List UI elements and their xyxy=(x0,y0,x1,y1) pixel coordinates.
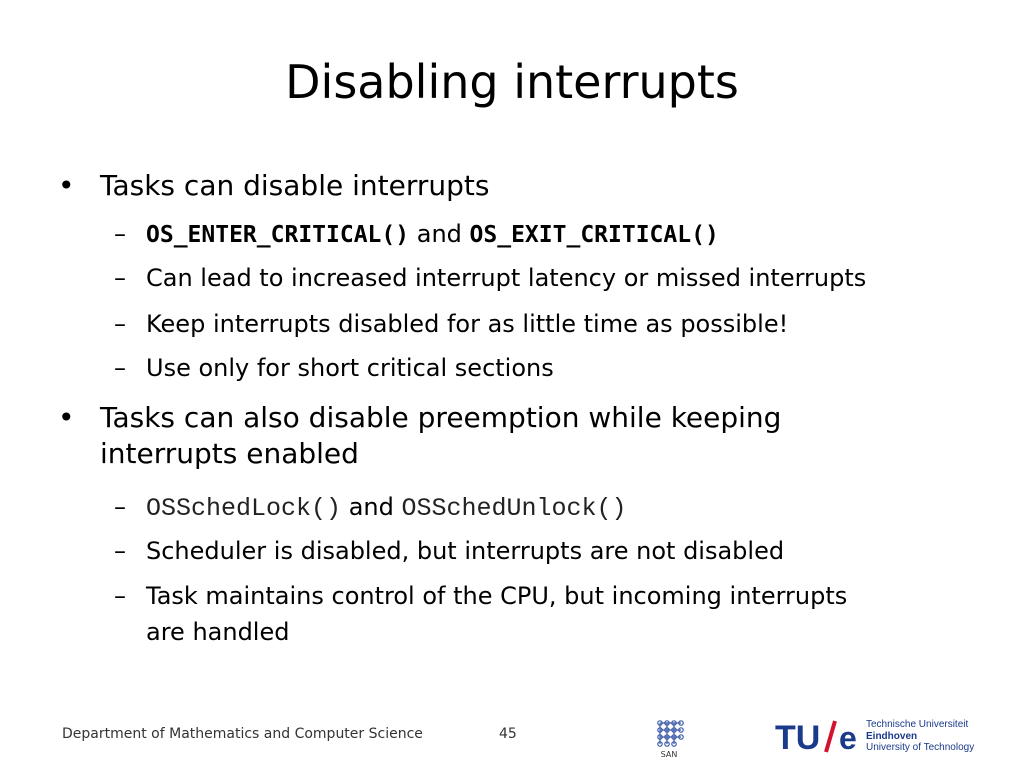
sub-bullet-text: Scheduler is disabled, but interrupts are not disabled xyxy=(146,537,785,565)
bullet-glyph: • xyxy=(58,169,75,202)
san-logo-text: SAN xyxy=(660,750,678,759)
bullet-text: Tasks can disable interrupts xyxy=(100,169,490,202)
dash-glyph: – xyxy=(114,537,126,565)
sub-bullet-item xyxy=(114,350,986,386)
code-text: OSSchedUnlock() xyxy=(401,494,627,523)
page-number: 45 xyxy=(499,726,517,742)
tue-line: University of Technology xyxy=(866,742,975,753)
tue-line: Eindhoven xyxy=(866,730,918,742)
footer-department: Department of Mathematics and Computer Science xyxy=(62,726,423,742)
svg-text:TU: TU xyxy=(775,719,821,754)
dash-glyph: – xyxy=(114,310,126,338)
bullet-glyph: • xyxy=(58,401,75,434)
bullet-item xyxy=(58,400,980,472)
dash-glyph: – xyxy=(114,220,126,248)
sub-bullet-item xyxy=(114,578,986,650)
sub-bullet-item xyxy=(114,489,986,527)
bullet-text-line: Tasks can also disable preemption while keeping xyxy=(100,401,782,434)
sub-bullet-item xyxy=(114,216,986,253)
sub-bullet-text-line: Task maintains control of the CPU, but incoming interrupts xyxy=(146,582,848,610)
sub-bullet-item xyxy=(114,260,986,296)
code-text: OS_ENTER_CRITICAL() xyxy=(146,222,410,248)
dash-glyph: – xyxy=(114,354,126,382)
slide-title: Disabling interrupts xyxy=(285,55,739,109)
sub-bullet-text: Can lead to increased interrupt latency or missed interrupts xyxy=(146,264,867,292)
sub-bullet-text: Use only for short critical sections xyxy=(146,354,554,382)
svg-text:e: e xyxy=(839,720,857,754)
dash-glyph: – xyxy=(114,264,126,292)
tue-logo-icon xyxy=(775,718,867,754)
connector-text: and xyxy=(348,493,394,521)
sub-bullet-text-line: are handled xyxy=(146,618,290,646)
bullet-item xyxy=(58,168,980,204)
bullet-text-line: interrupts enabled xyxy=(100,437,359,470)
code-text: OS_EXIT_CRITICAL() xyxy=(469,222,719,248)
sub-bullet-item xyxy=(114,306,986,342)
dash-glyph: – xyxy=(114,582,126,610)
san-logo-icon xyxy=(652,717,686,759)
tue-wordmark xyxy=(866,719,974,754)
dash-glyph: – xyxy=(114,493,126,521)
tue-line: Technische Universiteit xyxy=(866,719,969,730)
connector-text: and xyxy=(416,220,462,248)
code-text: OSSchedLock() xyxy=(146,494,342,523)
sub-bullet-item xyxy=(114,533,986,569)
sub-bullet-text: Keep interrupts disabled for as little time as possible! xyxy=(146,310,789,338)
